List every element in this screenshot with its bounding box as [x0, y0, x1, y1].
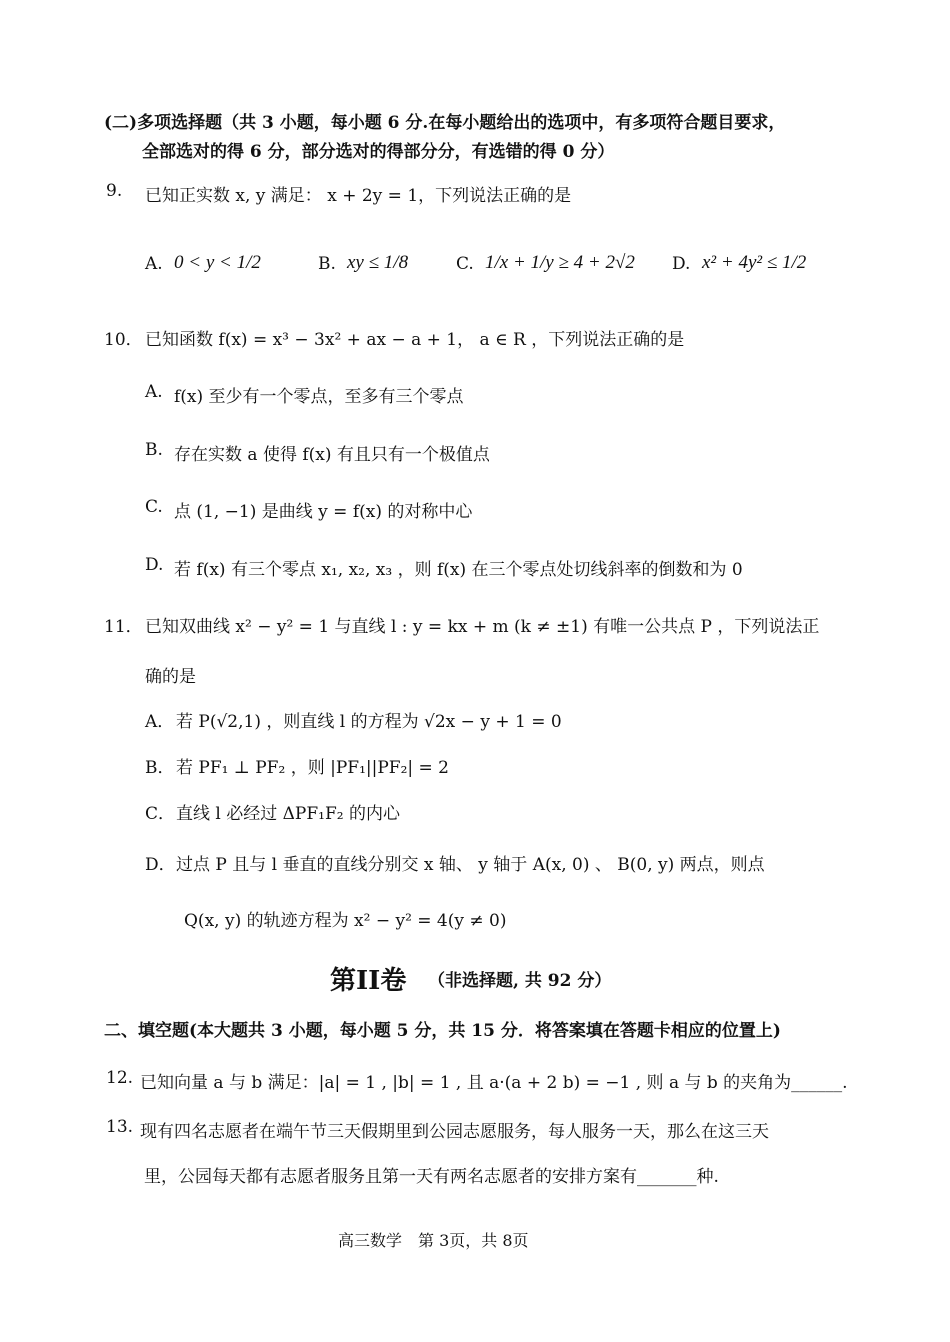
question-number: 12. — [106, 1068, 134, 1088]
option-label-c: C. — [145, 497, 163, 517]
option-text-d: x² + 4y² ≤ 1/2 — [702, 252, 807, 273]
question-number: 10． — [104, 330, 143, 350]
section-heading-multi-line2: 全部选对的得 6 分，部分选对的得部分分，有选错的得 0 分） — [142, 142, 615, 162]
option-text-c: 点 (1, −1) 是曲线 y = f(x) 的对称中心 — [174, 502, 473, 522]
option-label-a: A. — [145, 382, 163, 402]
option-label-d: D． — [145, 855, 176, 875]
option-text-d: 过点 P 且与 l 垂直的直线分别交 x 轴、 y 轴于 A(x, 0) 、 B(0, y) 两点，则点 — [176, 855, 765, 875]
option-text-a: 0 < y < 1/2 — [174, 252, 261, 273]
option-text-a: 若 P(√2,1) ，则直线 l 的方程为 √2x − y + 1 = 0 — [176, 712, 562, 732]
option-text-b: 存在实数 a 使得 f(x) 有且只有一个极值点 — [174, 445, 490, 465]
section-heading-fill: 二、填空题(本大题共 3 小题，每小题 5 分，共 15 分．将答案填在答题卡相应的位置上) — [104, 1021, 781, 1041]
option-text-c: 1/x + 1/y ≥ 4 + 2√2 — [485, 252, 635, 273]
question-stem: 已知函数 f(x) = x³ − 3x² + ax − a + 1， a ∈ R ，下列说法正确的是 — [145, 330, 685, 350]
question-text: 已知向量 a 与 b 满足：|a| = 1 , |b| = 1 , 且 a·(a + 2 b) = −1 , 则 a 与 b 的夹角为______. — [140, 1073, 848, 1093]
option-label-c: C. — [456, 254, 474, 274]
option-text-c: 直线 l 必经过 ΔPF₁F₂ 的内心 — [176, 804, 400, 824]
question-text: 现有四名志愿者在端午节三天假期里到公园志愿服务，每人服务一天，那么在这三天 — [140, 1122, 769, 1142]
option-text-b: 若 PF₁ ⊥ PF₂ ，则 |PF₁||PF₂| = 2 — [176, 758, 449, 778]
option-label-c: C． — [145, 804, 176, 824]
question-stem: 已知正实数 x, y 满足： x + 2y = 1，下列说法正确的是 — [145, 186, 572, 206]
option-label-a: A． — [145, 712, 175, 732]
question-stem: 已知双曲线 x² − y² = 1 与直线 l : y = kx + m (k ≠ ±1) 有唯一公共点 P ，下列说法正 — [145, 617, 820, 637]
option-label-d: D. — [145, 555, 164, 575]
option-text-d-line2: Q(x, y) 的轨迹方程为 x² − y² = 4(y ≠ 0) — [184, 911, 507, 931]
option-text-a: f(x) 至少有一个零点，至多有三个零点 — [174, 387, 464, 407]
option-label-b: B. — [145, 440, 163, 460]
question-number: 13. — [106, 1117, 134, 1137]
option-label-b: B. — [318, 254, 336, 274]
part-subtitle: （非选择题, 共 92 分） — [428, 971, 612, 991]
part-title: 第II卷 — [330, 966, 407, 996]
question-stem-line2: 确的是 — [145, 667, 196, 687]
option-text-d: 若 f(x) 有三个零点 x₁, x₂, x₃ ，则 f(x) 在三个零点处切线斜率的倒数和为 0 — [174, 560, 743, 580]
section-heading-multi: (二)多项选择题（共 3 小题，每小题 6 分.在每小题给出的选项中，有多项符合题目要求， — [104, 113, 786, 133]
option-label-b: B． — [145, 758, 175, 778]
option-label-a: A. — [145, 254, 163, 274]
option-text-b: xy ≤ 1/8 — [347, 252, 409, 273]
question-number: 11． — [104, 617, 143, 637]
page-footer: 高三数学 第 3页，共 8页 — [338, 1231, 529, 1250]
option-label-d: D. — [672, 254, 691, 274]
question-number: 9. — [106, 181, 123, 201]
question-text-line2: 里，公园每天都有志愿者服务且第一天有两名志愿者的安排方案有_______种. — [144, 1167, 719, 1187]
